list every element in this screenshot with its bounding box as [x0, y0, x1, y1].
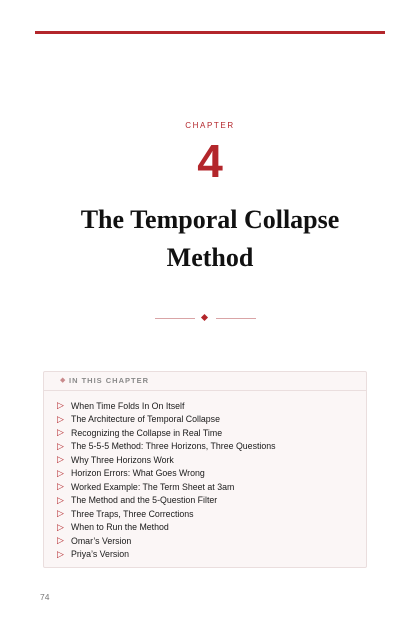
triangle-right-outline-icon: ▷: [57, 427, 64, 438]
toc-item-label: The Method and the 5-Question Filter: [71, 495, 218, 506]
chapter-title-line-2: Method: [166, 243, 254, 272]
triangle-right-outline-icon: ▷: [57, 535, 64, 546]
toc-item-label: Horizon Errors: What Goes Wrong: [71, 468, 205, 479]
triangle-right-outline-icon: ▷: [57, 521, 64, 532]
triangle-right-outline-icon: ▷: [57, 440, 64, 451]
toc-item-label: Priya’s Version: [71, 549, 130, 560]
toc-item-label: Why Three Horizons Work: [71, 454, 174, 465]
chapter-number: 4: [197, 135, 223, 187]
chapter-contents-list: [57, 399, 276, 561]
toc-item-label: When to Run the Method: [71, 522, 169, 533]
triangle-right-outline-icon: ▷: [57, 467, 64, 478]
toc-item[interactable]: [57, 413, 276, 427]
triangle-right-outline-icon: ▷: [57, 481, 64, 492]
diamond-bullet-icon: ◆: [60, 377, 66, 384]
toc-item[interactable]: [57, 548, 276, 562]
toc-item[interactable]: [57, 453, 276, 467]
chapter-contents-box: [43, 371, 367, 568]
toc-item[interactable]: [57, 480, 276, 494]
title-ornament: [0, 313, 420, 325]
triangle-right-outline-icon: ▷: [57, 413, 64, 424]
toc-item-label: Recognizing the Collapse in Real Time: [71, 427, 223, 438]
toc-item-label: Three Traps, Three Corrections: [71, 508, 194, 519]
toc-item[interactable]: [57, 440, 276, 454]
toc-item[interactable]: [57, 494, 276, 508]
diamond-icon: [201, 314, 208, 321]
triangle-right-outline-icon: ▷: [57, 548, 64, 559]
toc-item[interactable]: [57, 467, 276, 481]
chapter-title: [20, 201, 400, 277]
toc-item[interactable]: [57, 534, 276, 548]
page-number: 74: [40, 592, 50, 602]
toc-item[interactable]: [57, 399, 276, 413]
triangle-right-outline-icon: ▷: [57, 508, 64, 519]
chapter-contents-header: [44, 372, 366, 391]
toc-item-label: Omar’s Version: [71, 535, 132, 546]
ornament-line-right: [216, 318, 256, 319]
toc-item-label: The 5-5-5 Method: Three Horizons, Three Questions: [71, 441, 276, 452]
chapter-label: CHAPTER: [185, 121, 235, 130]
ornament-line-left: [155, 318, 195, 319]
toc-item[interactable]: [57, 507, 276, 521]
toc-item[interactable]: [57, 426, 276, 440]
toc-item-label: The Architecture of Temporal Collapse: [71, 414, 220, 425]
chapter-title-line-1: The Temporal Collapse: [80, 205, 340, 234]
top-rule: [35, 31, 385, 34]
triangle-right-outline-icon: ▷: [57, 494, 64, 505]
toc-item[interactable]: [57, 521, 276, 535]
triangle-right-outline-icon: ▷: [57, 400, 64, 411]
toc-item-label: Worked Example: The Term Sheet at 3am: [71, 481, 235, 492]
chapter-contents-heading: IN THIS CHAPTER: [69, 376, 150, 385]
triangle-right-outline-icon: ▷: [57, 454, 64, 465]
toc-item-label: When Time Folds In On Itself: [71, 400, 185, 411]
